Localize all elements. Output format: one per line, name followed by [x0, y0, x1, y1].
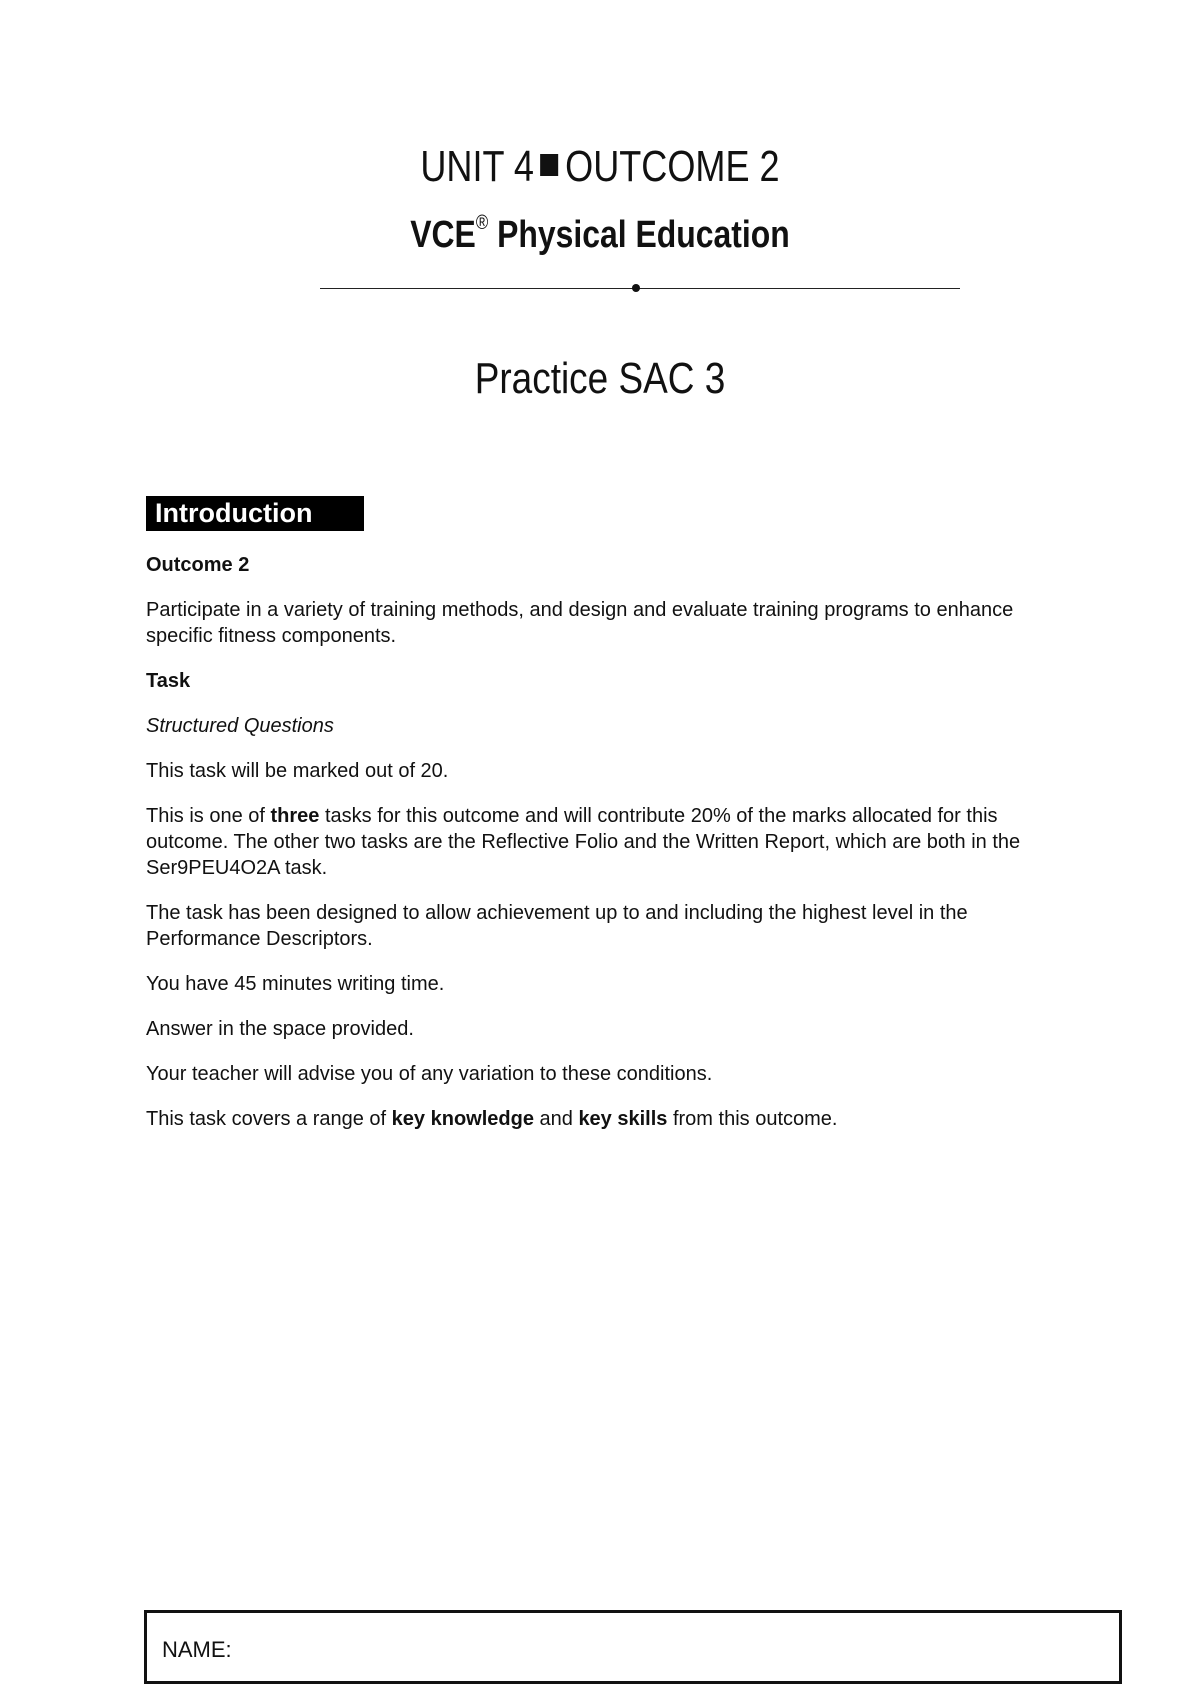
- covers-key-knowledge: key knowledge: [391, 1108, 534, 1130]
- outcome-description: Participate in a variety of training methods, and design and evaluate training programs to enhance specific fitness components.: [146, 599, 1014, 647]
- task-type-text: Structured Questions: [146, 715, 334, 737]
- sac-title: Practice SAC 3: [474, 354, 726, 403]
- task-heading: Task: [146, 670, 191, 692]
- contribution-pre: This is one of: [146, 805, 271, 827]
- covers-mid: and: [533, 1108, 579, 1130]
- name-label: NAME:: [162, 1637, 232, 1662]
- name-field-box[interactable]: [144, 1610, 1122, 1684]
- contribution-text: [146, 803, 1066, 881]
- contribution-bold: three: [270, 805, 320, 827]
- subject-main: VCE: [410, 214, 476, 256]
- introduction-content: [146, 552, 1066, 1151]
- subject-title: [96, 214, 1104, 257]
- outcome-heading: Outcome 2: [146, 554, 250, 576]
- outcome-label: OUTCOME 2: [565, 142, 780, 191]
- introduction-heading: Introduction: [146, 496, 364, 531]
- covers-post: from this outcome.: [667, 1108, 838, 1130]
- square-bullet-icon: [541, 154, 559, 176]
- task-type: [146, 713, 1066, 739]
- covers-key-skills: key skills: [578, 1108, 668, 1130]
- design-text: The task has been designed to allow achievement up to and including the highest level in the Performance Descriptors.: [146, 902, 968, 950]
- subject-rest: Physical Education: [488, 214, 790, 256]
- covers-pre: This task covers a range of: [146, 1108, 392, 1130]
- divider-dot-icon: [632, 284, 640, 292]
- covers-text: [146, 1106, 1066, 1132]
- time-text: You have 45 minutes writing time.: [146, 973, 445, 995]
- contribution-post: tasks for this outcome and will contribute 20% of the marks allocated for this outcome. The other two tasks are the Reflective Folio and the Written Report, which are both in the Ser9PEU4O2A task.: [146, 805, 1021, 879]
- unit-label: UNIT 4: [420, 142, 534, 191]
- teacher-text: Your teacher will advise you of any variation to these conditions.: [146, 1063, 713, 1085]
- marked-out-text: This task will be marked out of 20.: [146, 760, 449, 782]
- title-divider: [320, 288, 960, 289]
- unit-outcome-title: [108, 142, 1092, 192]
- answer-text: Answer in the space provided.: [146, 1018, 414, 1040]
- registered-mark: ®: [475, 212, 489, 235]
